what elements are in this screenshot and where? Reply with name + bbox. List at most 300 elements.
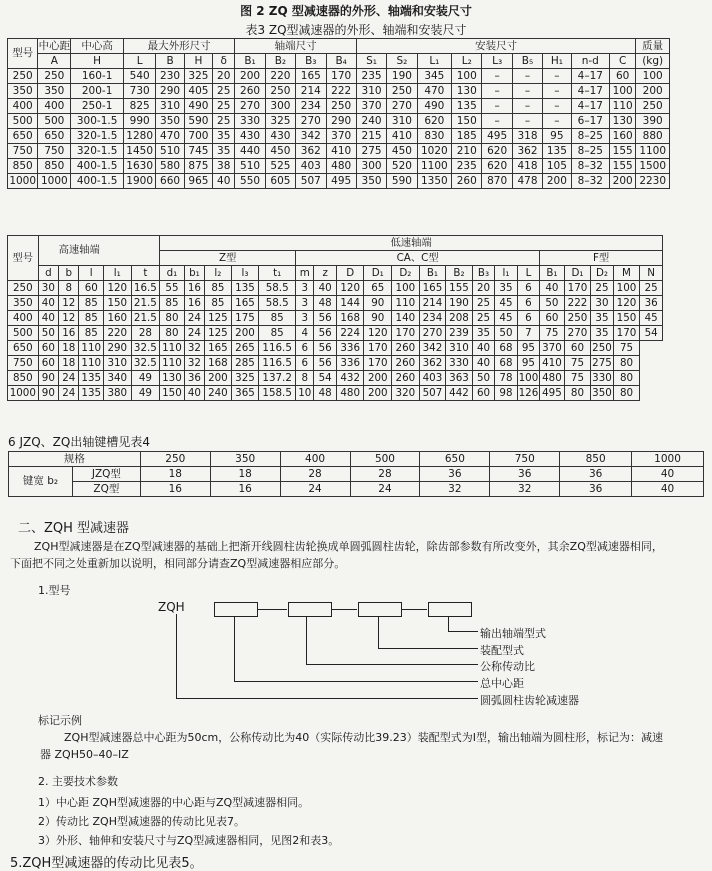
table-cell: 60 [38,356,58,371]
code-box-3 [358,602,402,617]
table-cell: 480 [326,159,356,174]
table-cell: 56 [314,326,336,341]
table-cell: 403 [419,371,446,386]
table-cell: 8–25 [571,129,609,144]
table-cell: 1100 [417,159,451,174]
table-cell: 250 [387,84,417,99]
header-cell: 250 [140,452,210,467]
table-cell: 35 [591,326,613,341]
table-cell: 16 [184,281,204,296]
table-cell: 1000 [9,174,37,187]
table-cell: 28 [350,467,420,482]
header-cell: H₁ [543,54,571,69]
table-cell: 310 [104,356,132,371]
diagram-prefix: ZQH [158,600,185,614]
table-cell: 260 [392,356,420,371]
table-cell: 35 [472,326,494,341]
table-row [8,84,670,99]
table-cell: 100 [518,371,539,384]
header-cell: B₁ [235,54,265,69]
table-cell: 135 [452,99,482,114]
table-cell: 200 [205,371,232,386]
table-cell: 8–32 [571,159,609,174]
table-cell: 405 [184,84,212,99]
table-cell: 250 [636,99,670,114]
tech-item-1: 1）中心距 ZQH型减速器的中心距与ZQ型减速器相同。 [38,796,310,809]
table-cell: 56 [314,341,336,356]
table-cell: – [512,99,542,114]
header-cell: l [79,266,104,281]
table-cell: 135 [79,386,104,401]
table-cell: 250 [38,69,71,84]
table-cell: 450 [265,144,295,159]
table-row [8,386,663,401]
table-cell: 620 [482,159,512,174]
table-cell: 49 [131,386,160,401]
table-cell: 260 [392,341,420,356]
table-cell: 85 [79,296,104,311]
table-row [8,296,663,311]
table-cell: 110 [160,341,185,356]
table-cell: 48 [314,296,336,311]
table-cell: 215 [356,129,386,144]
header-cell: C [610,54,636,69]
table-cell: 250 [8,281,39,296]
table-cell: 90 [38,386,58,401]
table-cell: 170 [326,69,356,84]
table-cell: 35 [591,311,613,326]
table-cell: 144 [336,296,364,311]
table-cell: 170 [364,341,392,356]
header-cell: 750 [490,452,560,467]
table-cell: 40 [213,174,235,189]
table-cell: 140 [392,311,420,326]
table-cell: 285 [231,356,259,371]
table-cell: 6 [296,341,314,356]
header-cell: H [71,54,124,69]
header-cell: B₃ [472,266,494,281]
table-cell: 310 [446,341,473,356]
example-heading: 标记示例 [38,714,82,727]
table-cell: 290 [104,341,132,356]
table-cell: 125 [205,311,232,326]
header-cell: 低速轴端 [160,236,663,251]
table-cell: 135 [79,371,104,386]
table-cell: 80 [613,356,640,371]
table-cell: 24 [59,371,79,386]
table-cell: 32 [184,341,204,356]
table-cell: 36 [184,371,204,386]
table3-title: 表3 ZQ型减速器的外形、轴端和安装尺寸 [245,23,467,37]
table-cell: 270 [296,114,326,129]
table-cell: 250-1 [71,99,124,114]
table-cell: 418 [512,159,542,174]
table-cell: 32 [490,482,560,497]
table-cell: 270 [564,326,591,341]
table-cell: 825 [123,99,155,114]
table4-subheader-row [8,266,663,281]
table-cell: 120 [364,326,392,341]
table-cell: 1000 [38,174,71,189]
table-cell: 85 [259,326,296,341]
table-cell: 95 [517,356,539,371]
table-cell: 318 [512,129,542,144]
header-cell: l₂ [205,266,232,281]
table-cell: 130 [160,371,185,386]
table-cell: 325 [184,69,212,84]
header-cell: 轴端尺寸 [235,39,357,54]
table-cell: 260 [452,174,482,189]
section6-title: 6 JZQ、ZQ出轴键槽见表4 [8,435,150,449]
table-cell: 56 [314,356,336,371]
header-cell: t [131,266,160,281]
table-cell: 12 [59,296,79,311]
header-cell: Z型 [160,251,296,266]
table-cell: 4–17 [571,99,609,114]
table-cell: 320 [392,386,420,401]
table-cell: 18 [59,356,79,371]
table-cell: 320-1.5 [71,129,124,144]
table-cell: 175 [231,311,259,326]
header-cell: ZQ型 [72,482,140,497]
header-cell: 中心距 [38,39,71,52]
table-cell: 8–32 [571,174,609,189]
table-cell: 342 [296,129,326,144]
table-cell: 325 [265,114,295,129]
table-cell: 362 [419,356,446,371]
table-cell: 270 [419,326,446,341]
header-cell: l₁ [104,266,132,281]
table-cell: 650 [8,129,38,144]
table-cell: 170 [613,326,640,341]
table-cell: – [543,99,571,114]
table-cell: 580 [156,159,184,174]
table-cell: 1100 [636,144,670,159]
table-cell: 68 [495,341,517,356]
table-cell: 1900 [123,174,155,189]
table-cell: 250 [265,84,295,99]
table-cell: 21.5 [131,311,160,326]
label-nominal-ratio: 公称传动比 [480,660,535,673]
table-cell: 3 [296,296,314,311]
header-cell: 中心高 [71,39,124,54]
table-row [8,174,670,189]
table-row [8,99,670,114]
table-cell: 105 [543,159,571,174]
table-cell: 10 [296,386,314,401]
table-cell: 750 [8,144,38,159]
header-cell: D₁ [364,266,392,281]
table-cell: 220 [104,326,132,341]
table-cell: 25 [213,114,235,129]
table-cell: 110 [79,341,104,356]
table-cell: 155 [446,281,473,296]
table-cell: 480 [336,386,364,401]
table-cell: 235 [452,159,482,174]
table-cell: 1450 [123,144,155,159]
table3-subheader-row [8,54,670,69]
table-cell: 30 [38,281,58,296]
table-cell: 6–17 [571,114,609,129]
table-row [8,144,670,159]
table-cell: 90 [364,296,392,311]
table-cell: 50 [472,371,494,386]
header-cell: m [296,266,314,281]
table5-header-row [9,452,704,467]
table-cell: 40 [540,281,565,296]
table-cell: 6 [517,281,539,296]
table-cell: 2230 [636,174,670,189]
table-cell: 60 [610,69,636,84]
table-cell: 16 [59,326,79,341]
table-cell: 40 [632,482,704,497]
table-row [8,129,670,144]
table-cell: – [482,69,512,84]
table-cell: 60 [38,341,58,356]
table-cell: 224 [336,326,364,341]
table-cell: 50 [495,326,517,341]
table-cell: 470 [417,84,451,99]
header-cell: n-d [571,54,609,69]
table-cell: 234 [296,99,326,114]
table-cell: 25 [640,281,663,296]
table-cell: 60 [79,281,104,296]
table-cell: 520 [387,159,417,174]
header-cell: D₂ [591,266,613,281]
table-cell: 150 [452,114,482,129]
header-cell: 1000 [632,452,704,467]
table-cell: 165 [231,296,259,311]
table-cell: 168 [336,311,364,326]
table-cell: 660 [156,174,184,189]
label-output-shaft: 输出轴端型式 [480,627,546,640]
label-reducer-type: 圆弧圆柱齿轮减速器 [480,694,579,707]
table-cell: 620 [417,114,451,129]
table-cell: 16 [184,296,204,311]
header-cell: JZQ型 [72,467,140,482]
table-cell: 214 [419,296,446,311]
table-cell: 165 [296,69,326,84]
header-cell: δ [213,54,235,69]
table-cell: 98 [495,386,517,401]
table-cell: 310 [156,99,184,114]
table-cell: 590 [184,114,212,129]
table-cell: 342 [419,341,446,356]
table-cell: 400-1.5 [71,159,124,174]
table-cell: 21.5 [131,296,160,311]
section2-title: 二、ZQH 型减速器 [18,521,130,536]
table-cell: 35 [213,129,235,144]
table-cell: 25 [472,311,494,326]
table-cell: 525 [265,159,295,174]
header-cell: L₃ [482,54,512,69]
table-cell: 36 [420,467,490,482]
tech-item-3: 3）外形、轴伸和安装尺寸与ZQ型减速器相同，见图2和表3。 [38,834,340,847]
header-cell: B₂ [446,266,473,281]
table-cell: 28 [131,326,160,341]
table-cell: 507 [296,174,326,189]
table-cell: 75 [564,371,591,386]
table-cell: 90 [364,311,392,326]
table-cell: 4–17 [571,84,609,99]
table-cell: 85 [259,311,296,326]
code-box-1 [214,602,258,617]
table-cell: 410 [540,356,565,371]
table-cell: 200 [231,326,259,341]
header-cell: D₂ [392,266,420,281]
table-cell: 16 [140,482,210,497]
table-cell: 500 [38,114,71,129]
header-cell: d₁ [160,266,185,281]
table-cell: 170 [364,356,392,371]
table-cell: 208 [446,311,473,326]
table-cell: 40 [472,341,494,356]
table-cell: 6 [517,311,539,326]
table-cell: 150 [613,311,640,326]
table-row [8,326,663,341]
table-cell: 300 [356,159,386,174]
intro-paragraph: ZQH型减速器是在ZQ型减速器的基础上把渐开线圆柱齿轮换成单圆弧圆柱齿轮，除齿部参数有所改变外，其余ZQ型减速器相同，下面把不同之处重新加以说明，相同部分请查ZQ型减速器相应部分。 [10,540,663,570]
table-cell: 16.5 [131,281,160,296]
table-cell: 80 [613,386,640,401]
header-cell: A [38,54,71,69]
table-cell: 40 [184,386,204,401]
table-cell: 550 [235,174,265,189]
table-cell: 750 [38,144,71,159]
table-cell: 137.2 [259,371,296,386]
table-cell: 49 [131,371,160,386]
header-cell: L₂ [452,54,482,69]
table-cell: 480 [540,371,565,386]
header-cell: 安装尺寸 [356,39,635,54]
table-cell: 870 [482,174,512,189]
table-cell: 250 [8,69,38,84]
table-cell: 850 [38,159,71,174]
table-row [8,371,663,386]
table-cell: 160 [610,129,636,144]
table-cell: 185 [452,129,482,144]
table-cell: 730 [123,84,155,99]
table-cell: 190 [446,296,473,311]
table-cell: – [512,84,542,99]
table-cell: 135 [543,144,571,159]
table-cell: 330 [235,114,265,129]
table-cell: 590 [387,174,417,189]
table-cell: 320-1.5 [71,144,124,159]
table-cell: 54 [314,371,336,386]
table-cell: 370 [326,129,356,144]
table-cell: 1020 [417,144,451,159]
table-cell: 150 [160,386,185,401]
table-cell: 235 [356,69,386,84]
table-cell: 239 [446,326,473,341]
table-cell: 50 [540,296,565,311]
table-cell: 620 [482,144,512,159]
table-cell: 116.5 [259,356,296,371]
table-cell: 54 [640,326,663,341]
table-cell: 165 [419,281,446,296]
table-cell: 55 [160,281,185,296]
header-cell: L [517,266,539,281]
table-cell: 330 [592,371,612,384]
table-cell: 110 [160,356,185,371]
figure-title: 图 2 ZQ 型减速器的外形、轴端和安装尺寸 [240,4,472,18]
table-cell: 510 [156,144,184,159]
table-cell: 370 [356,99,386,114]
table5 [8,451,704,497]
table-cell: 300-1.5 [71,114,124,129]
table-cell: 8 [59,281,79,296]
header-cell: l₃ [231,266,259,281]
table-cell: 390 [636,114,670,129]
table-cell: 80 [160,326,185,341]
table-cell: 20 [472,281,494,296]
table-cell: 155 [610,159,636,174]
table-cell: 100 [636,69,670,84]
table-cell: 200 [610,174,636,189]
table-cell: 400 [8,311,39,326]
header-cell: 850 [560,452,632,467]
table-cell: 350 [38,84,71,99]
table-cell: 750 [8,356,39,371]
table-cell: 495 [540,386,565,401]
table-cell: – [543,84,571,99]
table-cell: 12 [59,311,79,326]
header-cell: 650 [420,452,490,467]
table-cell: 1500 [636,159,670,174]
table-cell: 85 [79,311,104,326]
table-cell: 168 [205,356,232,371]
table-cell: 1280 [123,129,155,144]
tech-heading: 2. 主要技术参数 [38,775,118,788]
table-cell: 275 [592,356,612,369]
table-cell: 125 [205,326,232,341]
table-cell: 650 [38,129,71,144]
table-cell: 85 [79,326,104,341]
table-cell: 24 [184,326,204,341]
table-cell: 362 [512,144,542,159]
table-cell: 440 [235,144,265,159]
table-cell: 120 [613,296,640,311]
table-cell: 350 [156,114,184,129]
table-cell: 507 [419,386,446,401]
table-cell: 495 [326,174,356,189]
table-cell: 350 [8,84,38,99]
table-cell: 300 [265,99,295,114]
table-cell: – [482,114,512,129]
dash-1 [257,609,287,610]
table-cell: 90 [38,371,58,386]
table-cell: 490 [184,99,212,114]
table4 [7,235,663,401]
table-cell: 150 [104,296,132,311]
table-cell: 170 [392,326,420,341]
header-cell: 500 [350,452,420,467]
table-cell: 200 [235,69,265,84]
table-cell: 540 [123,69,155,84]
header-cell: z [314,266,336,281]
table-cell: 80 [564,386,591,401]
label-assembly-type: 装配型式 [480,644,524,657]
header-cell: 型号 [8,39,38,69]
table-cell: 336 [336,356,364,371]
table-cell: 442 [446,386,473,401]
table-cell: 830 [417,129,451,144]
header-cell: B₄ [326,54,356,69]
table-cell: 410 [387,129,417,144]
header-cell: D [336,266,364,281]
section5-title: 5.ZQH型减速器的传动比见表5。 [10,856,203,871]
